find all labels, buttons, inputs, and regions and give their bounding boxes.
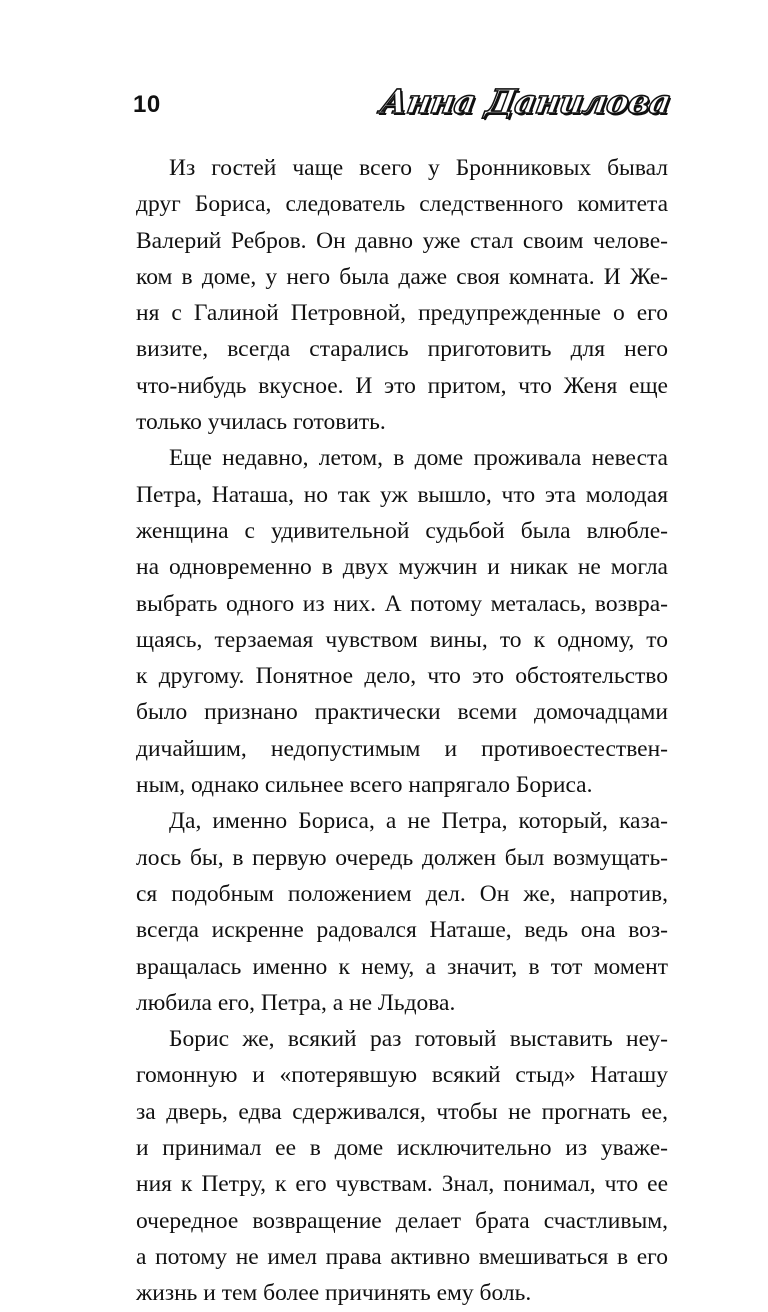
text-line: жизнь и тем более причинять ему боль. xyxy=(136,1280,532,1307)
text-line: всегда искренне радовался Наташе, ведь она воз- xyxy=(136,917,668,944)
text-line: лось бы, в первую очередь должен был возмущать- xyxy=(136,844,668,871)
text-line: Из гостей чаще всего у Бронниковых бывал xyxy=(169,155,668,181)
text-line: ся подобным положением дел. Он же, напротив, xyxy=(136,880,668,907)
text-line: было признано практически всеми домочадцами xyxy=(136,699,668,726)
page-number: 10 xyxy=(133,91,161,118)
text-line: ня с Галиной Петровной, предупрежденные о его xyxy=(136,300,668,327)
text-line: только училась готовить. xyxy=(136,409,386,436)
text-line: дичайшим, недопустимым и противоестествен- xyxy=(136,735,668,762)
text-line: ным, однако сильнее всего напрягало Бориса. xyxy=(136,772,593,799)
text-line: женщина с удивительной судьбой была влюбле- xyxy=(136,517,668,544)
text-line: на одновременно в двух мужчин и никак не могла xyxy=(136,554,668,581)
text-line: ния к Петру, к его чувствам. Знал, понимал, что ее xyxy=(136,1171,668,1198)
text-line: Валерий Ребров. Он давно уже стал своим челове- xyxy=(136,227,668,254)
text-line: выбрать одного из них. А потому металась, возвра- xyxy=(136,590,668,617)
text-line: друг Бориса, следователь следственного комитета xyxy=(136,191,668,218)
text-line: любила его, Петра, а не Льдова. xyxy=(136,989,456,1016)
text-line: щаясь, терзаемая чувством вины, то к одному, то xyxy=(136,626,668,653)
text-line: Борис же, всякий раз готовый выставить неу- xyxy=(169,1026,668,1053)
running-head-author: Анна Данилова xyxy=(377,82,674,121)
body-text xyxy=(136,150,668,1312)
text-line: к другому. Понятное дело, что это обстоятельство xyxy=(136,663,668,690)
text-line: за дверь, едва сдерживался, чтобы не прогнать ее, xyxy=(136,1098,668,1125)
text-line: а потому не имел права активно вмешиваться в его xyxy=(136,1243,668,1270)
text-line: что-нибудь вкусное. И это притом, что Женя еще xyxy=(136,372,668,399)
text-line: Еще недавно, летом, в доме проживала невеста xyxy=(169,445,668,472)
text-line: ком в доме, у него была даже своя комната. И Же- xyxy=(136,263,668,290)
text-line: гомонную и «потерявшую всякий стыд» Наташу xyxy=(136,1062,668,1089)
text-line: вращалась именно к нему, а значит, в тот момент xyxy=(136,953,668,980)
text-line: Петра, Наташа, но так уж вышло, что эта молодая xyxy=(136,481,668,508)
text-line: Да, именно Бориса, а не Петра, который, каза- xyxy=(169,808,668,835)
text-line: и принимал ее в доме исключительно из уваже- xyxy=(136,1135,668,1162)
text-line: визите, всегда старались приготовить для него xyxy=(136,336,668,363)
text-line: очередное возвращение делает брата счастливым, xyxy=(136,1207,668,1234)
